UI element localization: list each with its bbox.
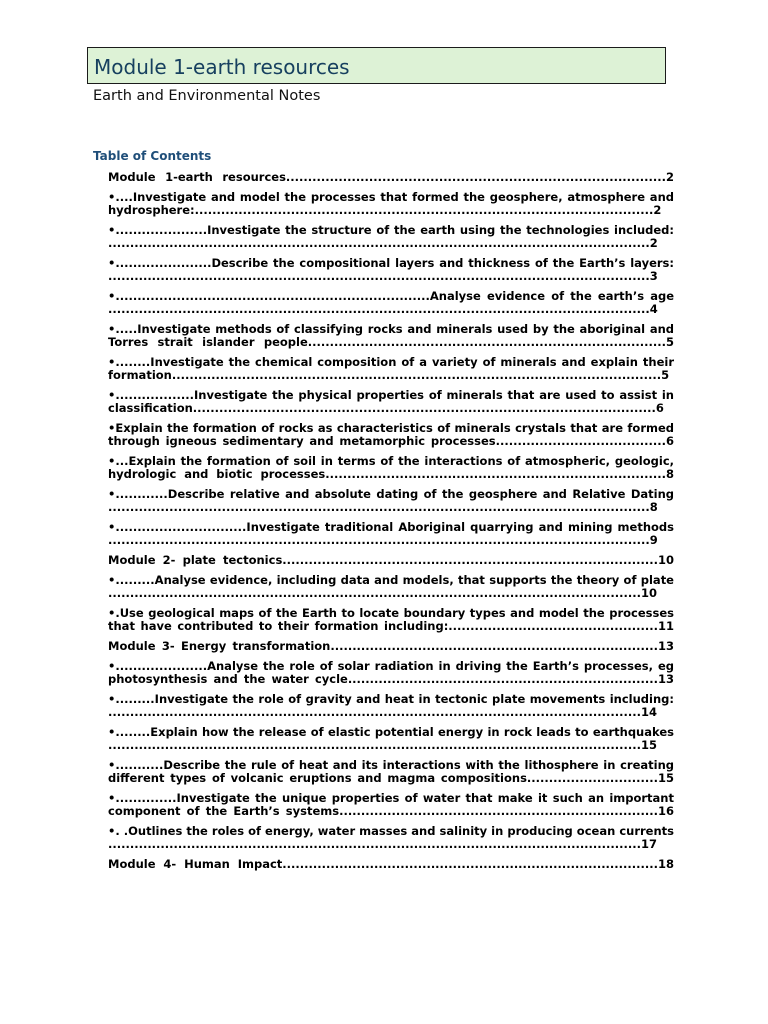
toc-entry-text: •.....................Analyse the role of solar radiation in driving the Earth’s processes, eg photosynthesis and the water cycle.......................................................................13 [108, 659, 674, 686]
toc-entry-text: •..................Investigate the physical properties of minerals that are used to assist in classification..........................................................................................................6 [108, 388, 674, 415]
toc-entry[interactable] [108, 323, 674, 349]
toc-entry[interactable] [108, 488, 674, 514]
toc-entry[interactable] [108, 521, 674, 547]
toc-entry[interactable] [108, 858, 674, 871]
toc-entry-text: •.....................Investigate the structure of the earth using the technologies included: ............................................................................................................................2 [108, 223, 674, 250]
toc-entry[interactable] [108, 171, 674, 184]
toc-entry-text: •.....Investigate methods of classifying rocks and minerals used by the aboriginal and Torres strait islander people..................................................................................5 [108, 322, 674, 349]
toc-entry[interactable] [108, 422, 674, 448]
toc-entry[interactable] [108, 759, 674, 785]
toc-entry-text: •. .Outlines the roles of energy, water masses and salinity in producing ocean currents ..........................................................................................................................17 [108, 824, 674, 851]
toc-entry-text: •..............................Investigate traditional Aboriginal quarrying and mining methods ............................................................................................................................9 [108, 520, 674, 547]
toc-entry[interactable] [108, 640, 674, 653]
toc-entry-text: •........................................................................Analyse evidence of the earth’s age ............................................................................................................................4 [108, 289, 674, 316]
toc-entry[interactable] [108, 257, 674, 283]
toc-entry-text: Module 1-earth resources.......................................................................................2 [108, 170, 674, 184]
toc-entry-text: Module 4- Human Impact......................................................................................18 [108, 857, 674, 871]
title-box [87, 47, 666, 84]
toc-entry[interactable] [108, 356, 674, 382]
toc-entry-text: •...Explain the formation of soil in terms of the interactions of atmospheric, geologic, hydrologic and biotic processes..............................................................................8 [108, 454, 674, 481]
toc-entry-text: •......................Describe the compositional layers and thickness of the Earth’s layers: ............................................................................................................................3 [108, 256, 674, 283]
table-of-contents [108, 171, 674, 878]
document-subtitle: Earth and Environmental Notes [93, 88, 321, 104]
toc-entry[interactable] [108, 660, 674, 686]
toc-entry-text: •........Investigate the chemical composition of a variety of minerals and explain their formation................................................................................................................5 [108, 355, 674, 382]
toc-entry-text: •.........Analyse evidence, including data and models, that supports the theory of plate ..........................................................................................................................10 [108, 573, 674, 600]
toc-entry[interactable] [108, 224, 674, 250]
toc-entry-text: •............Describe relative and absolute dating of the geosphere and Relative Dating ............................................................................................................................8 [108, 487, 674, 514]
toc-entry[interactable] [108, 792, 674, 818]
toc-entry[interactable] [108, 825, 674, 851]
toc-entry-text: Module 3- Energy transformation...........................................................................13 [108, 639, 674, 653]
toc-entry[interactable] [108, 726, 674, 752]
toc-entry-text: Module 2- plate tectonics......................................................................................10 [108, 553, 674, 567]
toc-entry[interactable] [108, 290, 674, 316]
toc-entry-text: •........Explain how the release of elastic potential energy in rock leads to earthquakes ..........................................................................................................................15 [108, 725, 674, 752]
toc-entry[interactable] [108, 693, 674, 719]
toc-heading[interactable]: Table of Contents [93, 149, 212, 163]
toc-entry-text: •..............Investigate the unique properties of water that make it such an important component of the Earth’s systems.........................................................................16 [108, 791, 674, 818]
toc-entry[interactable] [108, 554, 674, 567]
toc-entry[interactable] [108, 455, 674, 481]
toc-entry[interactable] [108, 574, 674, 600]
document-title: Module 1-earth resources [94, 55, 350, 79]
toc-entry[interactable] [108, 191, 674, 217]
toc-entry-text: •Explain the formation of rocks as characteristics of minerals crystals that are formed through igneous sedimentary and metamorphic processes.......................................6 [108, 421, 674, 448]
toc-entry-text: •...........Describe the rule of heat and its interactions with the lithosphere in creating different types of volcanic eruptions and magma compositions..............................15 [108, 758, 674, 785]
toc-entry[interactable] [108, 607, 674, 633]
toc-entry[interactable] [108, 389, 674, 415]
toc-entry-text: •....Investigate and model the processes that formed the geosphere, atmosphere and hydrosphere:.........................................................................................................2 [108, 190, 674, 217]
toc-entry-text: •.Use geological maps of the Earth to locate boundary types and model the processes that have contributed to their formation including:................................................11 [108, 606, 674, 633]
toc-entry-text: •.........Investigate the role of gravity and heat in tectonic plate movements including: ..........................................................................................................................14 [108, 692, 674, 719]
